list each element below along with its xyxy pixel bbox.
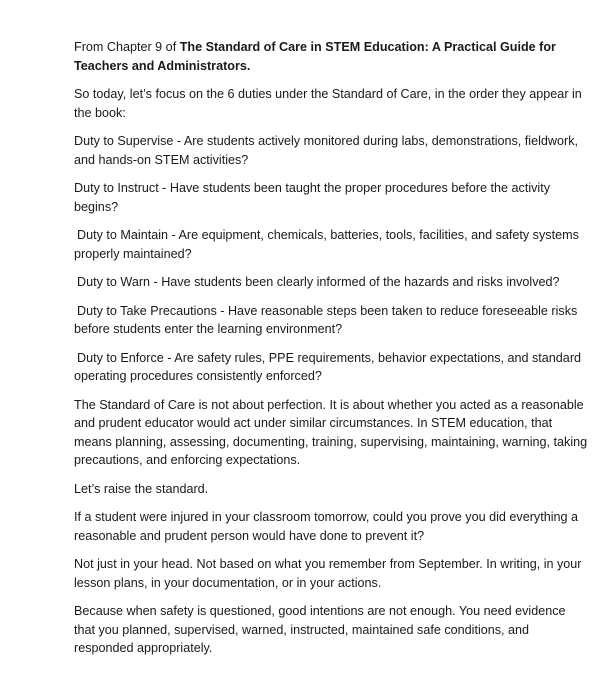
duty-take-precautions: Duty to Take Precautions - Have reasonable steps been taken to reduce foreseeable risks before students enter the learning environment? — [74, 303, 578, 336]
intro-prefix: From Chapter 9 of — [74, 40, 180, 54]
not-in-head-paragraph: Not just in your head. Not based on what you remember from September. In writing, in your lesson plans, in your documentation, or in your actions. — [74, 557, 582, 590]
duty-instruct: Duty to Instruct - Have students been taught the proper procedures before the activity begins? — [74, 181, 551, 214]
duty-enforce: Duty to Enforce - Are safety rules, PPE requirements, behavior expectations, and standard operating procedures consistently enforced? — [74, 350, 582, 383]
document-body — [74, 38, 589, 668]
duty-warn: Duty to Warn - Have students been clearly informed of the hazards and risks involved? — [77, 275, 560, 289]
focus-paragraph: So today, let’s focus on the 6 duties under the Standard of Care, in the order they appear in the book: — [74, 87, 582, 120]
intro-paragraph — [74, 38, 589, 75]
standard-of-care-paragraph: The Standard of Care is not about perfection. It is about whether you acted as a reasonable and prudent educator would act under similar circumstances. In STEM education, that means planning, assessing, documenting, training, supervising, maintaining, warning, taking precautions, and enforcing expectations. — [74, 397, 588, 467]
duty-maintain: Duty to Maintain - Are equipment, chemicals, batteries, tools, facilities, and safety systems properly maintained? — [74, 228, 579, 261]
raise-standard-paragraph: Let’s raise the standard. — [74, 481, 209, 496]
book-title: The Standard of Care in STEM Education: A Practical Guide for Teachers and Administrators. — [74, 40, 556, 73]
student-injured-paragraph: If a student were injured in your classroom tomorrow, could you prove you did everything a reasonable and prudent person would have done to prevent it? — [74, 510, 579, 543]
duty-supervise: Duty to Supervise - Are students actively monitored during labs, demonstrations, fieldwork, and hands-on STEM activities? — [74, 134, 578, 167]
evidence-paragraph: Because when safety is questioned, good intentions are not enough. You need evidence that you planned, supervised, warned, instructed, maintained safe conditions, and responded appropriately. — [74, 604, 566, 655]
